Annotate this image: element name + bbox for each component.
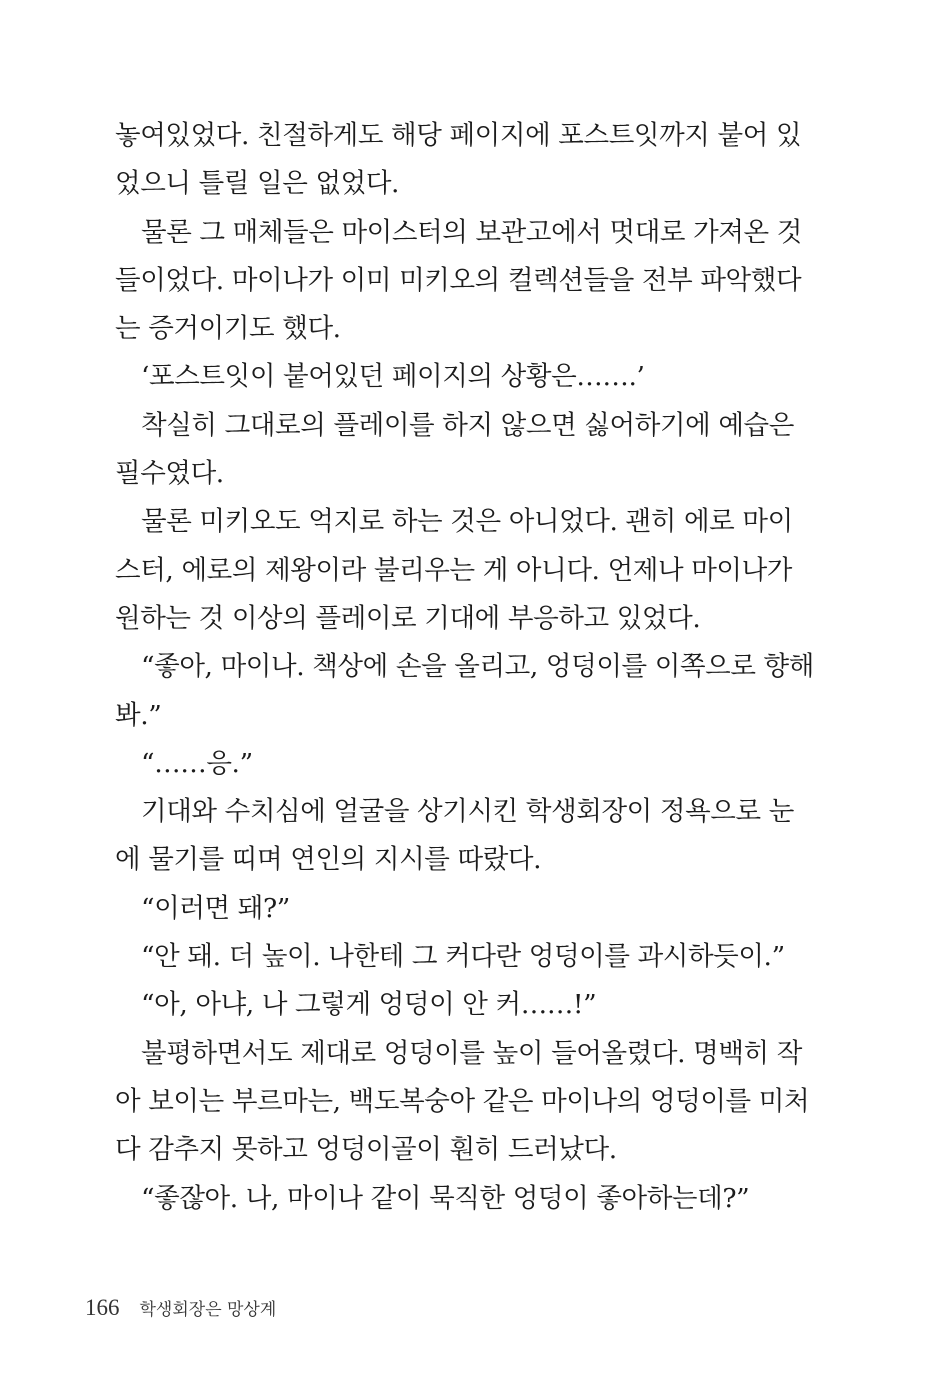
text-line: “좋아, 마이나. 책상에 손을 올리고, 엉덩이를 이쪽으로 향해	[141, 651, 814, 683]
text-line: “안 돼. 더 높이. 나한테 그 커다란 엉덩이를 과시하듯이.”	[141, 941, 785, 973]
body-text	[115, 112, 815, 1223]
text-line: 물론 미키오도 억지로 하는 것은 아니었다. 괜히 에로 마이	[141, 506, 793, 538]
text-line: 봐.”	[115, 699, 162, 731]
running-title: 학생회장은 망상계	[139, 1300, 277, 1320]
text-line: 착실히 그대로의 플레이를 하지 않으면 싫어하기에 예습은	[141, 409, 794, 441]
text-line: 물론 그 매체들은 마이스터의 보관고에서 멋대로 가져온 것	[141, 216, 802, 248]
text-line: 놓여있었다. 친절하게도 해당 페이지에 포스트잇까지 붙어 있	[115, 120, 802, 151]
text-line: 불평하면서도 제대로 엉덩이를 높이 들어올렸다. 명백히 작	[141, 1037, 802, 1069]
text-line: 아 보이는 부르마는, 백도복숭아 같은 마이나의 엉덩이를 미처	[115, 1085, 810, 1117]
text-line: ‘포스트잇이 붙어있던 페이지의 상황은…….’	[141, 361, 645, 393]
page-number: 166	[85, 1295, 120, 1320]
text-line: “……응.”	[141, 747, 253, 779]
page-footer	[85, 1293, 276, 1323]
text-line: “이러면 돼?”	[141, 892, 290, 924]
text-line: 기대와 수치심에 얼굴을 상기시킨 학생회장이 정욕으로 눈	[141, 796, 794, 828]
text-line: 에 물기를 띠며 연인의 지시를 따랐다.	[115, 844, 542, 876]
text-line: “아, 아냐, 나 그렇게 엉덩이 안 커……!”	[141, 989, 597, 1021]
text-line: “좋잖아. 나, 마이나 같이 묵직한 엉덩이 좋아하는데?”	[141, 1182, 750, 1214]
text-line: 었으니 틀릴 일은 없었다.	[115, 168, 400, 200]
text-line: 스터, 에로의 제왕이라 불리우는 게 아니다. 언제나 마이나가	[115, 554, 792, 586]
text-line: 다 감추지 못하고 엉덩이골이 훤히 드러났다.	[115, 1134, 617, 1166]
text-line: 들이었다. 마이나가 이미 미키오의 컬렉션들을 전부 파악했다	[115, 264, 802, 296]
text-line: 는 증거이기도 했다.	[115, 313, 341, 345]
text-line: 필수였다.	[115, 458, 224, 490]
text-line: 원하는 것 이상의 플레이로 기대에 부응하고 있었다.	[115, 602, 701, 634]
